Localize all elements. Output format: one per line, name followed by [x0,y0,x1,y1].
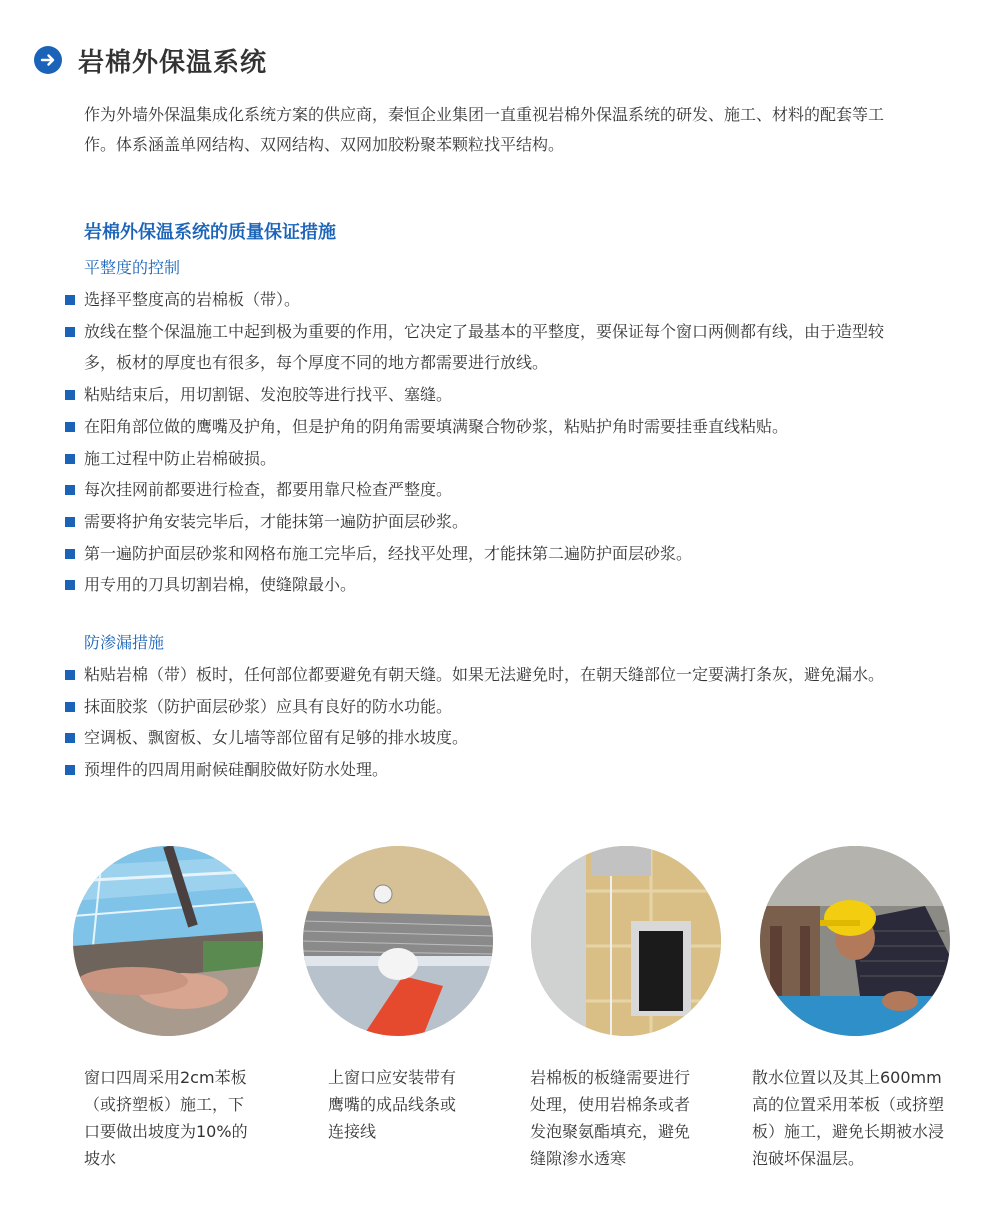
quality-title: 岩棉外保温系统的质量保证措施 [84,222,336,243]
bullet-square-icon [65,733,75,743]
list-item: 每次挂网前都要进行检查，都要用靠尺检查严整度。 [62,474,968,506]
section-header [34,40,267,80]
page-title: 岩棉外保温系统 [78,47,268,78]
bullet-square-icon [65,327,75,337]
list-item: 抹面胶浆（防护面层砂浆）应具有良好的防水功能。 [62,691,968,723]
photo-corner-bead [303,846,493,1036]
bullet-square-icon [65,517,75,527]
list-item: 第一遍防护面层砂浆和网格布施工完毕后，经找平处理，才能抹第二遍防护面层砂浆。 [62,538,968,570]
list-item: 预埋件的四周用耐候硅酮胶做好防水处理。 [62,754,968,786]
list-item: 空调板、飘窗板、女儿墙等部位留有足够的排水坡度。 [62,722,968,754]
list-item: 放线在整个保温施工中起到极为重要的作用，它决定了最基本的平整度，要保证每个窗口两侧都有线，由于造型较 [62,316,968,348]
flatness-subtitle: 平整度的控制 [84,258,181,277]
intro-paragraph [84,100,964,160]
photo-row [0,846,1000,1036]
list-item-continuation: 多，板材的厚度也有很多，每个厚度不同的地方都需要进行放线。 [84,353,549,373]
list-item: 在阳角部位做的鹰嘴及护角，但是护角的阴角需要填满聚合物砂浆，粘贴护角时需要挂垂直线粘贴。 [62,411,968,443]
photo-caption: 散水位置以及其上600mm 高的位置采用苯板（或挤塑 板）施工，避免长期被水浸 泡破坏保温层。 [752,1068,945,1168]
photo-board-joint [531,846,721,1036]
list-item: 粘贴结束后，用切割锯、发泡胶等进行找平、塞缝。 [62,379,968,411]
flatness-list [62,284,968,601]
bullet-square-icon [65,454,75,464]
list-item: 用专用的刀具切割岩棉，使缝隙最小。 [62,569,968,601]
photo-caption: 上窗口应安装带有 鹰嘴的成品线条或 连接线 [328,1068,457,1141]
bullet-square-icon [65,549,75,559]
list-item: 施工过程中防止岩棉破损。 [62,443,968,475]
list-item: 粘贴岩棉（带）板时，任何部位都要避免有朝天缝。如果无法避免时，在朝天缝部位一定要满打条灰，避免漏水。 [62,659,968,691]
bullet-square-icon [65,390,75,400]
photo-caption: 窗口四周采用2cm苯板 （或挤塑板）施工，下 口要做出坡度为10%的 坡水 [84,1068,248,1168]
bullet-square-icon [65,765,75,775]
bullet-square-icon [65,580,75,590]
bullet-square-icon [65,670,75,680]
list-item: 选择平整度高的岩棉板（带）。 [62,284,968,316]
photo-caption: 岩棉板的板缝需要进行 处理，使用岩棉条或者 发泡聚氨酯填充，避免 缝隙渗水透寒 [530,1068,691,1168]
bullet-square-icon [65,295,75,305]
intro-line: 作。体系涵盖单网结构、双网结构、双网加胶粉聚苯颗粒找平结构。 [84,135,565,154]
bullet-square-icon [65,485,75,495]
intro-line: 作为外墙外保温集成化系统方案的供应商，秦恒企业集团一直重视岩棉外保温系统的研发、施工、材料的配套等工 [84,105,885,124]
arrow-right-circle-icon [34,46,62,74]
bullet-square-icon [65,422,75,432]
photo-worker [760,846,950,1036]
bullet-square-icon [65,702,75,712]
photo-window-sill [73,846,263,1036]
list-item: 需要将护角安装完毕后，才能抹第一遍防护面层砂浆。 [62,506,968,538]
seepage-list [62,659,968,786]
seepage-subtitle: 防渗漏措施 [84,633,165,652]
